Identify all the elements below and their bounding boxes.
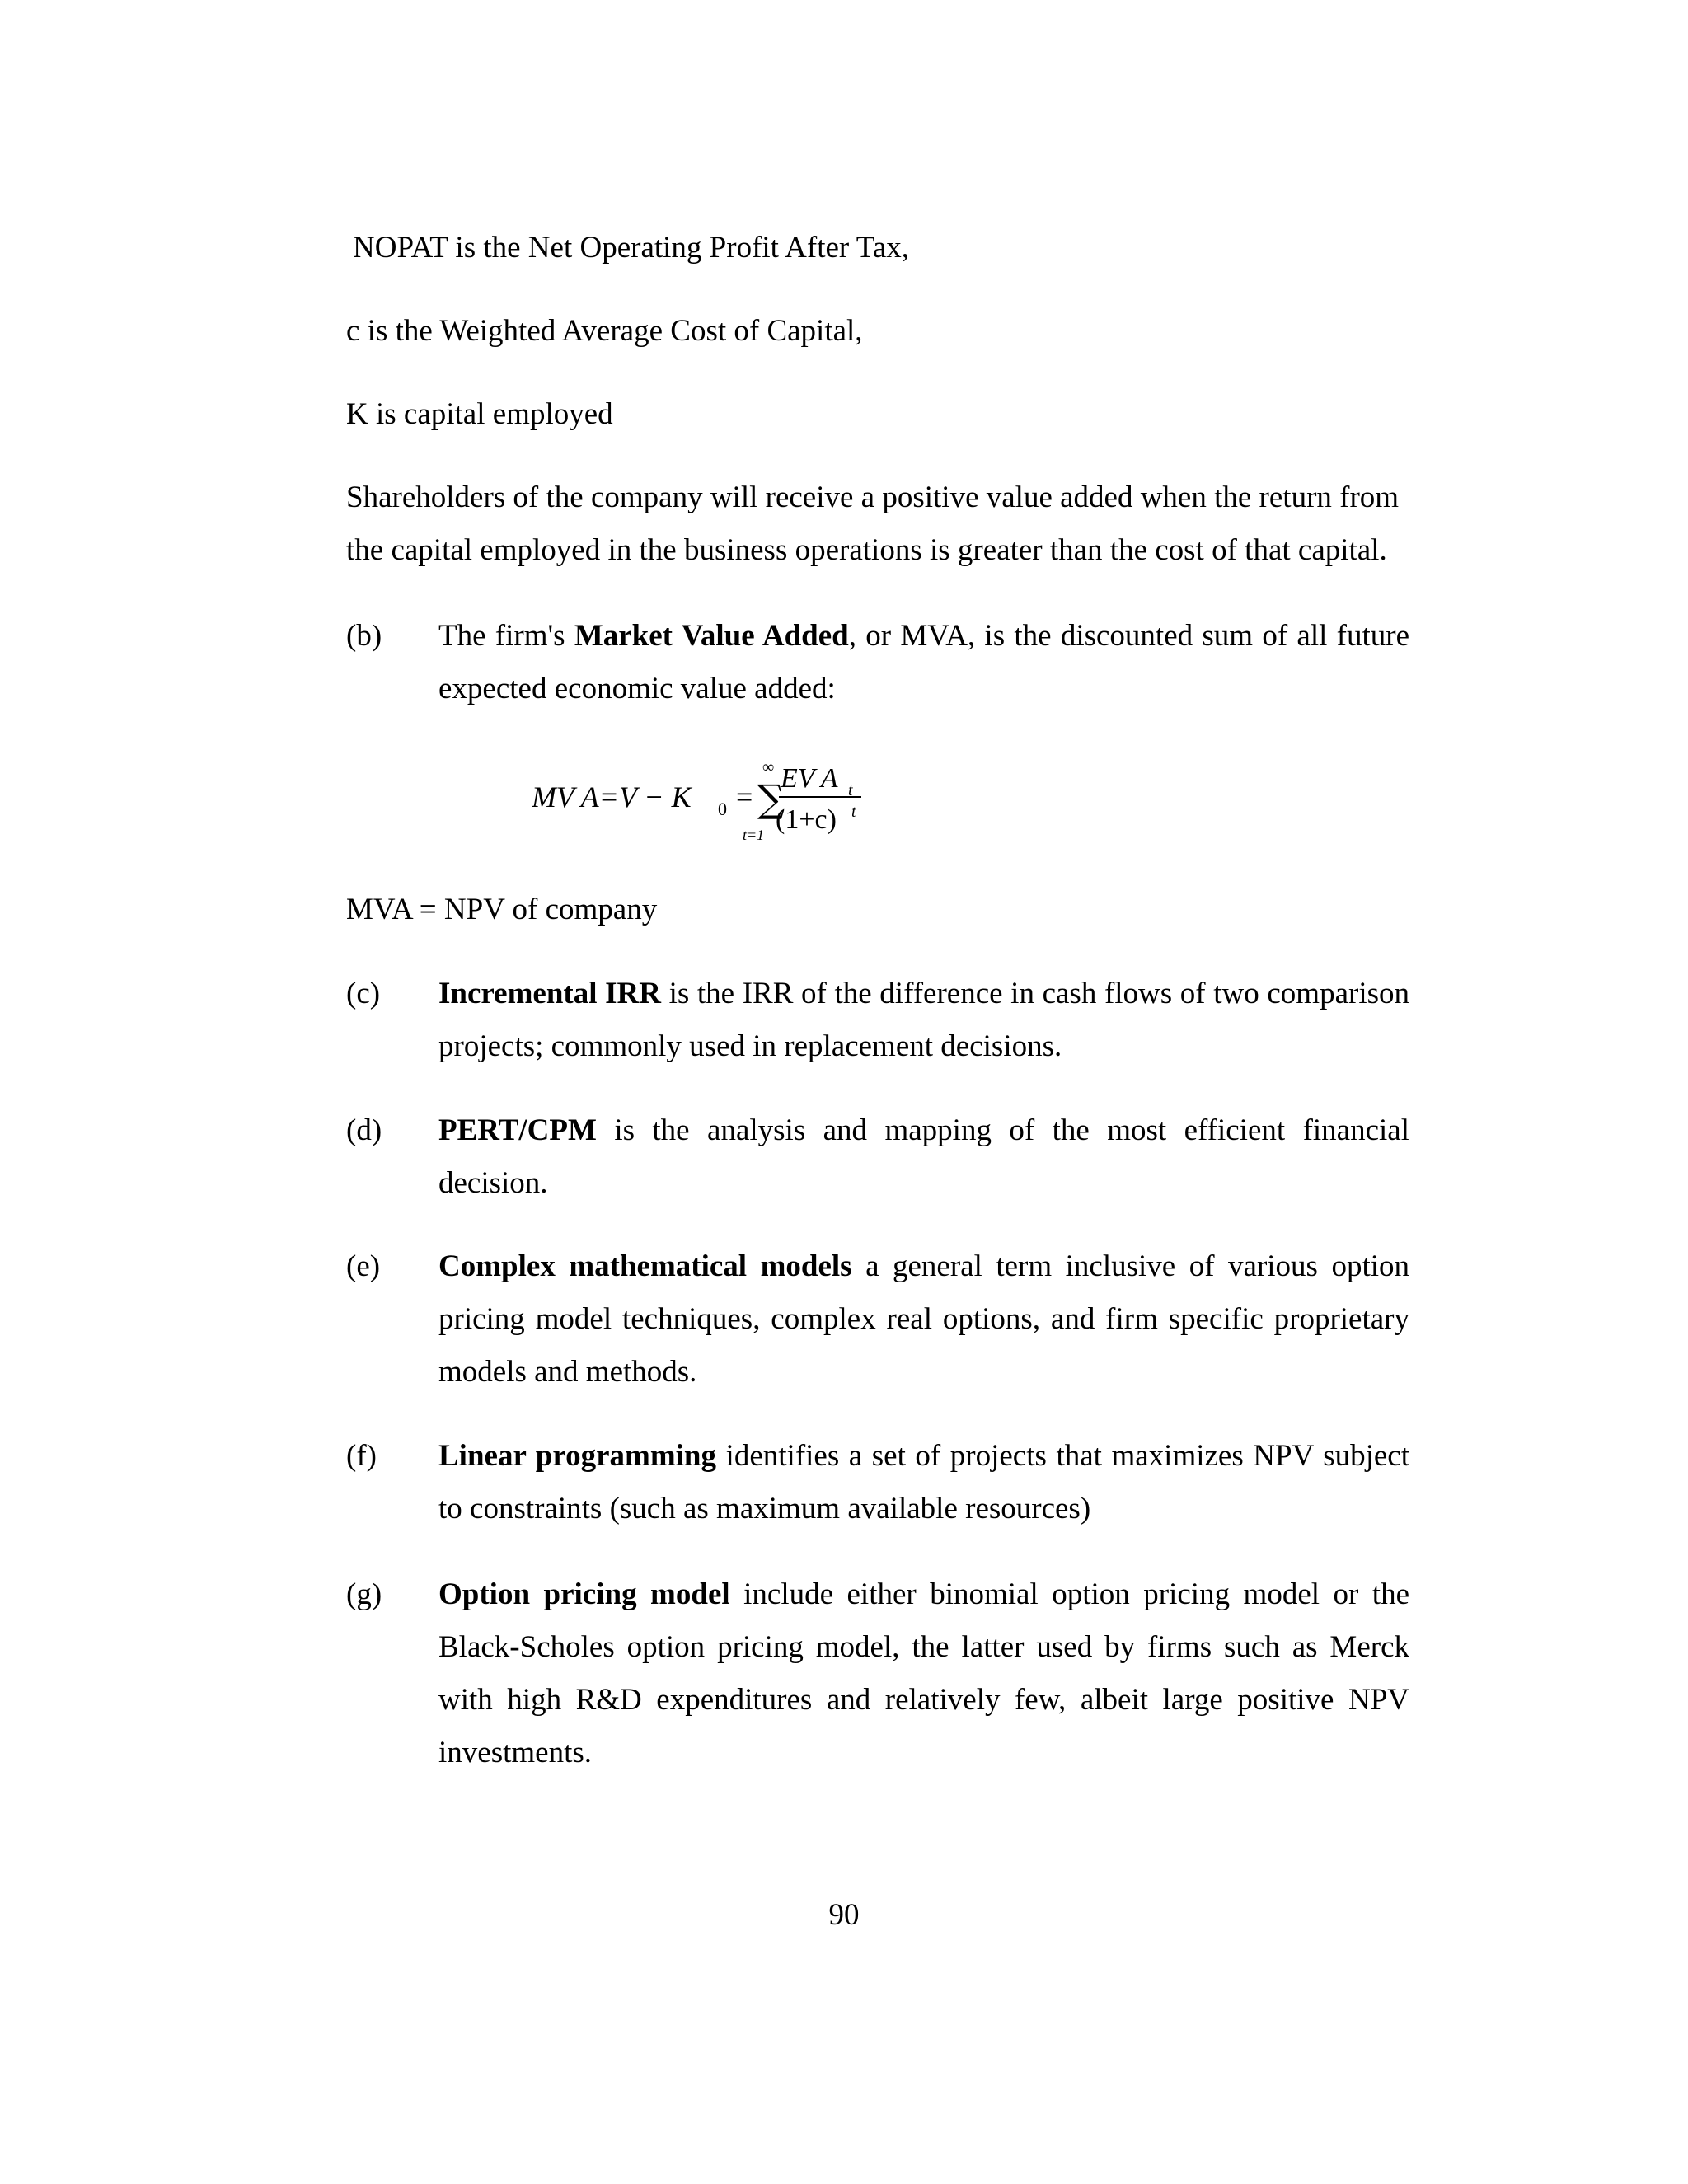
item-term-f: Linear programming [438,1439,717,1473]
mva-formula [532,746,878,845]
item-term-d: PERT/CPM [438,1113,597,1147]
page-number: 90 [828,1898,860,1932]
formula-sub0: 0 [718,799,727,819]
formula-eq: = [736,780,753,813]
item-text-f: identifies a set of projects that maximizes NPV subject to constraints (such as maximum available resources) [438,1439,1409,1526]
mva-statement: MVA = NPV of company [346,893,658,926]
item-body-g [438,1568,1409,1779]
item-term-b: Market Value Added [574,619,849,653]
formula-denominator: (1+c) [776,804,837,835]
formula-numerator: EV A [781,763,838,794]
item-text-g: include either binomial option pricing model or the Black-Scholes option pricing model, the latter used by firms such as Merck with high R&D expenditures and relatively few, albeit large positive NPV investments. [438,1577,1409,1769]
item-label-g: (g) [346,1577,382,1611]
formula-upper: ∞ [762,758,775,776]
item-body-d [438,1104,1409,1210]
item-label-f: (f) [346,1439,377,1473]
item-label-b: (b) [346,619,382,653]
item-term-g: Option pricing model [438,1577,730,1611]
item-body-e [438,1240,1409,1399]
item-text-b: , or MVA, is the discounted sum of all future expected economic value added: [438,619,1409,705]
shareholders-paragraph: Shareholders of the company will receive a positive value added when the return from the capital employed in the business operations is greater than the cost of that capital. [346,480,1400,567]
item-body-c [438,968,1409,1073]
definition-nopat: NOPAT is the Net Operating Profit After Tax, [353,231,909,265]
definition-k: K is capital employed [346,397,613,431]
item-text-c: is the IRR of the difference in cash flows of two comparison projects; commonly used in replacement decisions. [438,977,1409,1063]
item-body-b [438,610,1409,715]
item-term-e: Complex mathematical models [438,1249,852,1283]
formula-lower: t=1 [743,827,765,843]
formula-den-sup: t [851,803,856,821]
item-label-e: (e) [346,1249,381,1283]
item-body-f [438,1430,1409,1535]
formula-sum: ∑ [757,776,785,821]
item-label-c: (c) [346,977,381,1010]
formula-lhs: MV A=V − K [532,780,692,813]
item-text-e: a general term inclusive of various option pricing model techniques, complex real options, and firm specific proprietary models and methods. [438,1249,1409,1389]
item-text-d: is the analysis and mapping of the most efficient financial decision. [438,1113,1409,1200]
item-label-d: (d) [346,1113,382,1147]
formula-num-sub: t [848,781,853,799]
item-pre-b: The firm's [438,619,574,653]
definition-c: c is the Weighted Average Cost of Capital, [346,314,863,348]
item-term-c: Incremental IRR [438,977,661,1010]
